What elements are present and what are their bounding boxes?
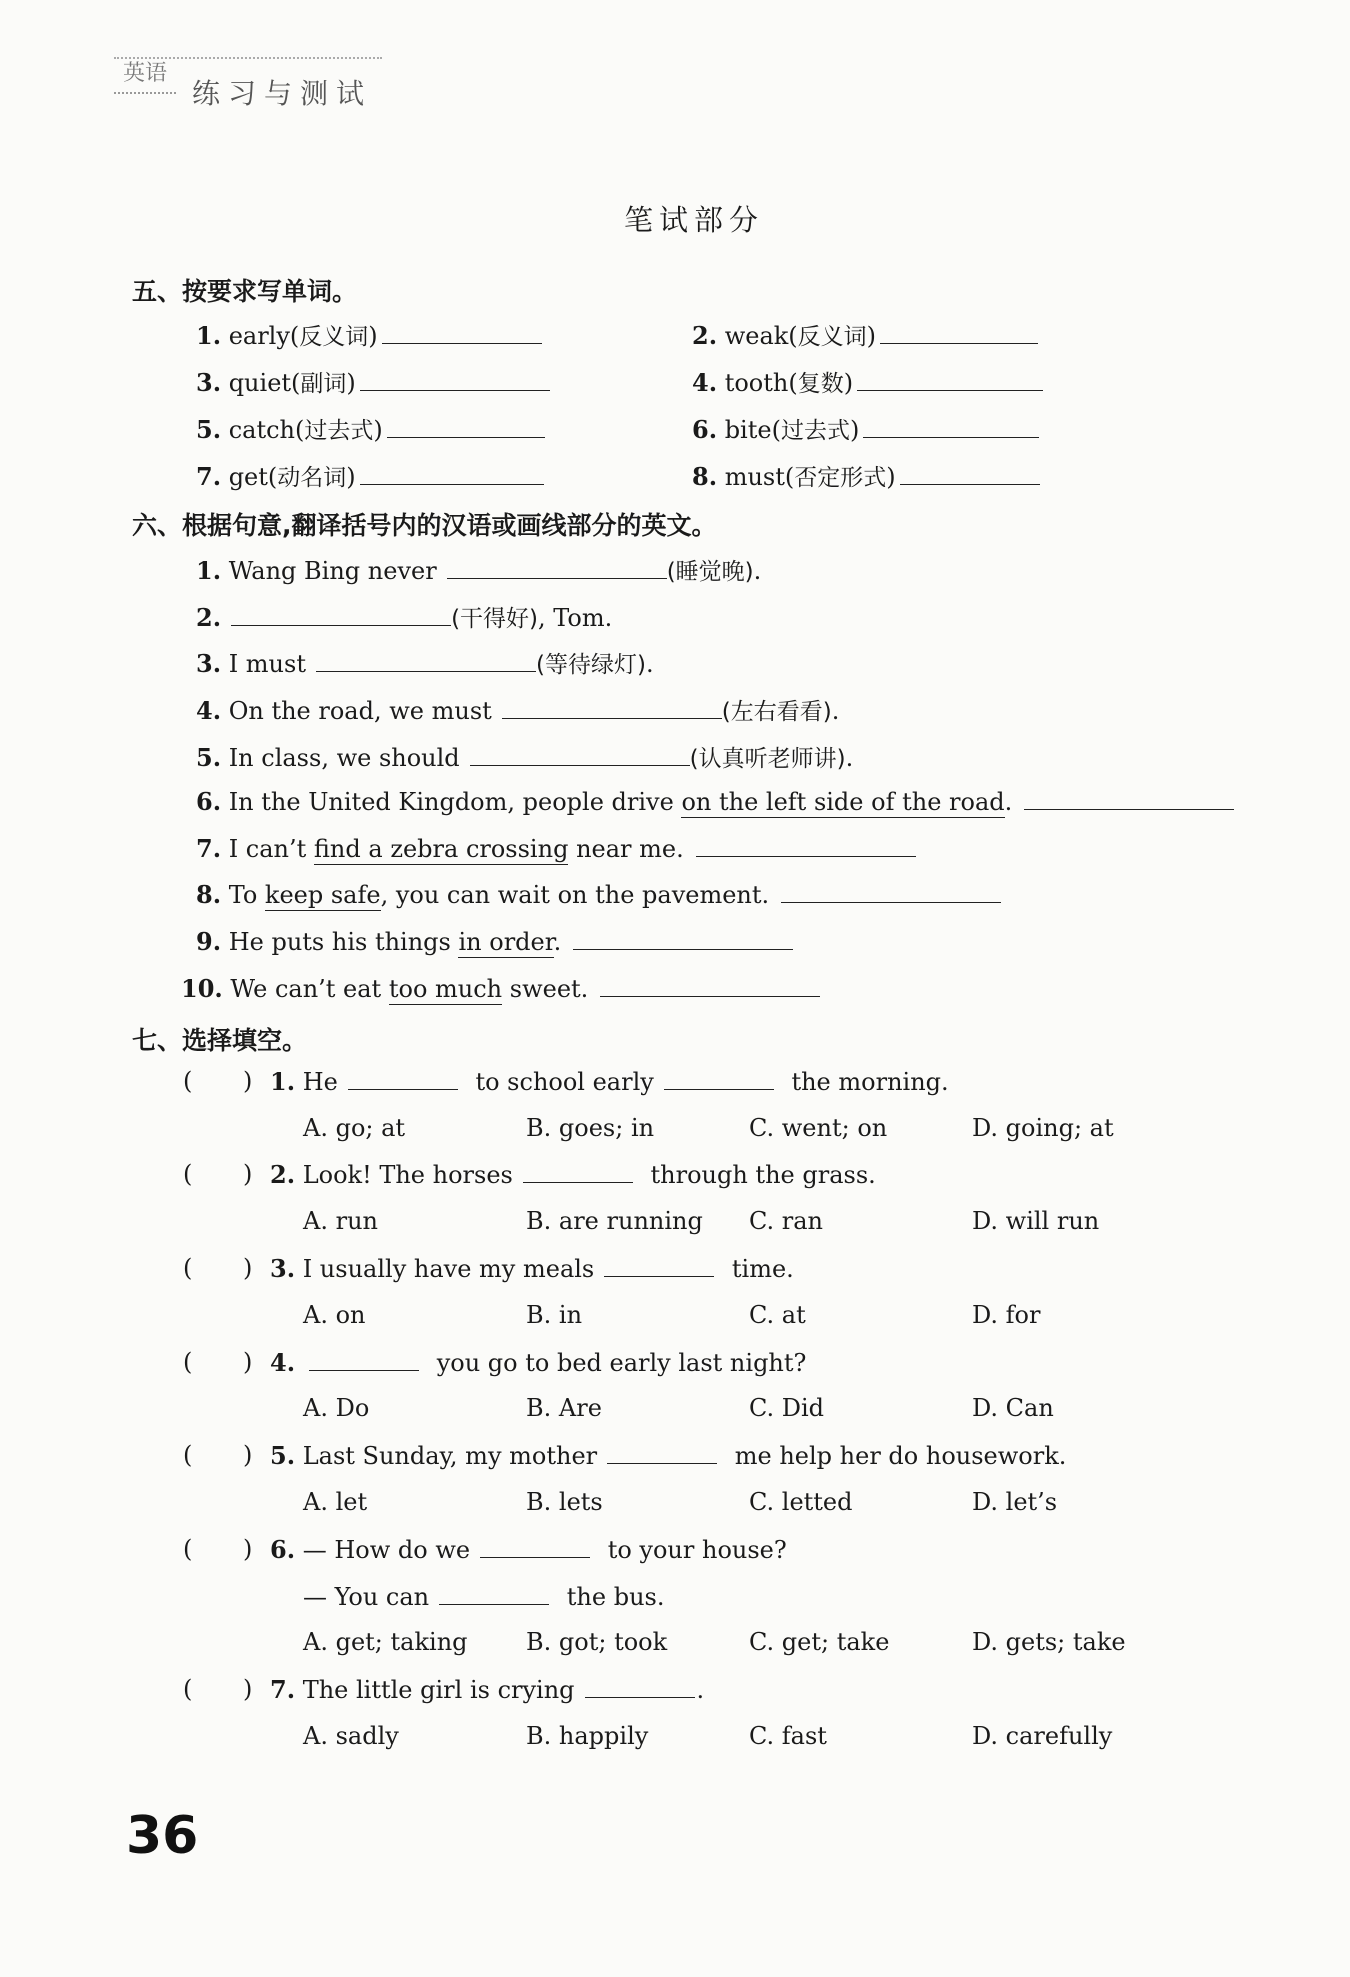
answer-blank[interactable] (900, 462, 1040, 485)
sec7-q6-option-c: C. get; take (749, 1628, 890, 1656)
answer-bracket-open[interactable]: ( (183, 1160, 193, 1188)
sec7-q4-option-b: B. Are (526, 1394, 602, 1422)
sec7-q7-option-c: C. fast (749, 1722, 827, 1750)
answer-bracket-close: ) (243, 1254, 253, 1282)
answer-bracket-open[interactable]: ( (183, 1067, 193, 1095)
sec7-q3-option-b: B. in (526, 1301, 583, 1329)
sec7-q1-option-b: B. goes; in (526, 1114, 655, 1142)
answer-blank[interactable] (382, 321, 542, 344)
sec6-item-8: 8. To keep safe, you can wait on the pavement. (196, 880, 1001, 909)
sec7-q3-option-a: A. on (303, 1301, 366, 1329)
sec7-q7-option-d: D. carefully (972, 1722, 1113, 1750)
answer-bracket-open[interactable]: ( (183, 1535, 193, 1563)
sec7-q7-option-a: A. sadly (303, 1722, 399, 1750)
answer-blank[interactable] (309, 1348, 419, 1371)
sec7-q3-option-d: D. for (972, 1301, 1041, 1329)
answer-blank[interactable] (604, 1254, 714, 1277)
section-title: 笔试部分 (624, 203, 765, 237)
answer-blank[interactable] (857, 368, 1043, 391)
answer-blank[interactable] (607, 1441, 717, 1464)
answer-blank[interactable] (585, 1675, 695, 1698)
answer-bracket-close: ) (243, 1675, 253, 1703)
sec7-q5-option-a: A. let (303, 1488, 368, 1516)
answer-blank[interactable] (880, 321, 1038, 344)
header-subject: 英语 (114, 56, 176, 94)
sec5-item-8: 8. must(否定形式) (692, 459, 1040, 492)
answer-blank[interactable] (600, 974, 820, 997)
sec7-q2-option-d: D. will run (972, 1207, 1100, 1235)
sec5-item-7: 7. get(动名词) (196, 459, 544, 492)
header-title: 练习与测试 (192, 77, 373, 110)
sec5-item-4: 4. tooth(复数) (692, 365, 1043, 398)
answer-blank[interactable] (502, 696, 722, 719)
answer-blank[interactable] (1024, 787, 1234, 810)
sec5-heading: 五、按要求写单词。 (132, 277, 358, 306)
sec6-heading: 六、根据句意,翻译括号内的汉语或画线部分的英文。 (132, 511, 717, 540)
sec5-item-1: 1. early(反义词) (196, 318, 542, 351)
sec6-item-3: 3. I must (等待绿灯). (196, 649, 654, 678)
answer-bracket-close: ) (243, 1535, 253, 1563)
answer-blank[interactable] (781, 880, 1001, 903)
sec7-q1: 1. He to school early the morning. (270, 1067, 949, 1096)
answer-blank[interactable] (664, 1067, 774, 1090)
answer-blank[interactable] (470, 743, 690, 766)
sec5-item-5: 5. catch(过去式) (196, 412, 545, 445)
sec7-q7-option-b: B. happily (526, 1722, 649, 1750)
sec5-item-6: 6. bite(过去式) (692, 412, 1039, 445)
sec7-q4-option-d: D. Can (972, 1394, 1054, 1422)
sec7-heading: 七、选择填空。 (132, 1026, 308, 1055)
answer-bracket-open[interactable]: ( (183, 1441, 193, 1469)
sec7-q1-option-a: A. go; at (303, 1114, 406, 1142)
answer-bracket-close: ) (243, 1441, 253, 1469)
answer-blank[interactable] (348, 1067, 458, 1090)
sec7-q2: 2. Look! The horses through the grass. (270, 1160, 876, 1189)
answer-blank[interactable] (360, 462, 544, 485)
sec7-q5-option-b: B. lets (526, 1488, 603, 1516)
answer-bracket-open[interactable]: ( (183, 1675, 193, 1703)
sec6-item-1: 1. Wang Bing never (睡觉晚). (196, 556, 762, 585)
sec7-q1-option-d: D. going; at (972, 1114, 1114, 1142)
sec7-q4-option-c: C. Did (749, 1394, 825, 1422)
sec7-q6-option-b: B. got; took (526, 1628, 668, 1656)
sec5-item-2: 2. weak(反义词) (692, 318, 1038, 351)
sec7-q1-option-c: C. went; on (749, 1114, 888, 1142)
sec7-q6-line2: — You can the bus. (303, 1583, 665, 1611)
sec7-q5-option-c: C. letted (749, 1488, 853, 1516)
answer-blank[interactable] (480, 1535, 590, 1558)
answer-blank[interactable] (523, 1160, 633, 1183)
answer-bracket-open[interactable]: ( (183, 1348, 193, 1376)
sec7-q4: 4. you go to bed early last night? (270, 1348, 807, 1377)
sec6-item-5: 5. In class, we should (认真听老师讲). (196, 743, 854, 772)
sec7-q4-option-a: A. Do (303, 1394, 370, 1422)
sec7-q2-option-a: A. run (303, 1207, 378, 1235)
answer-bracket-close: ) (243, 1348, 253, 1376)
page-number: 36 (126, 1806, 199, 1866)
sec6-item-2: 2. (干得好), Tom. (196, 603, 613, 632)
answer-blank[interactable] (387, 415, 545, 438)
sec6-item-6: 6. In the United Kingdom, people drive on the left side of the road. (196, 787, 1234, 816)
sec5-item-3: 3. quiet(副词) (196, 365, 550, 398)
answer-blank[interactable] (447, 556, 667, 579)
answer-bracket-close: ) (243, 1160, 253, 1188)
sec6-item-4: 4. On the road, we must (左右看看). (196, 696, 840, 725)
answer-blank[interactable] (439, 1582, 549, 1605)
sec7-q3-option-c: C. at (749, 1301, 806, 1329)
sec7-q6-option-a: A. get; taking (303, 1628, 468, 1656)
sec7-q5-option-d: D. let’s (972, 1488, 1058, 1516)
sec7-q7: 7. The little girl is crying . (270, 1675, 705, 1704)
sec7-q2-option-c: C. ran (749, 1207, 824, 1235)
sec6-item-7: 7. I can’t find a zebra crossing near me. (196, 834, 916, 863)
sec7-q2-option-b: B. are running (526, 1207, 703, 1235)
answer-blank[interactable] (231, 603, 451, 626)
answer-blank[interactable] (696, 834, 916, 857)
answer-blank[interactable] (316, 649, 536, 672)
answer-blank[interactable] (360, 368, 550, 391)
sec7-q5: 5. Last Sunday, my mother me help her do housework. (270, 1441, 1067, 1470)
answer-bracket-open[interactable]: ( (183, 1254, 193, 1282)
sec7-q3: 3. I usually have my meals time. (270, 1254, 794, 1283)
sec7-q6-option-d: D. gets; take (972, 1628, 1126, 1656)
answer-blank[interactable] (573, 927, 793, 950)
answer-blank[interactable] (863, 415, 1039, 438)
sec7-q6: 6. — How do we to your house? (270, 1535, 787, 1564)
answer-bracket-close: ) (243, 1067, 253, 1095)
sec6-item-10: 10. We can’t eat too much sweet. (181, 974, 820, 1003)
sec6-item-9: 9. He puts his things in order. (196, 927, 793, 956)
